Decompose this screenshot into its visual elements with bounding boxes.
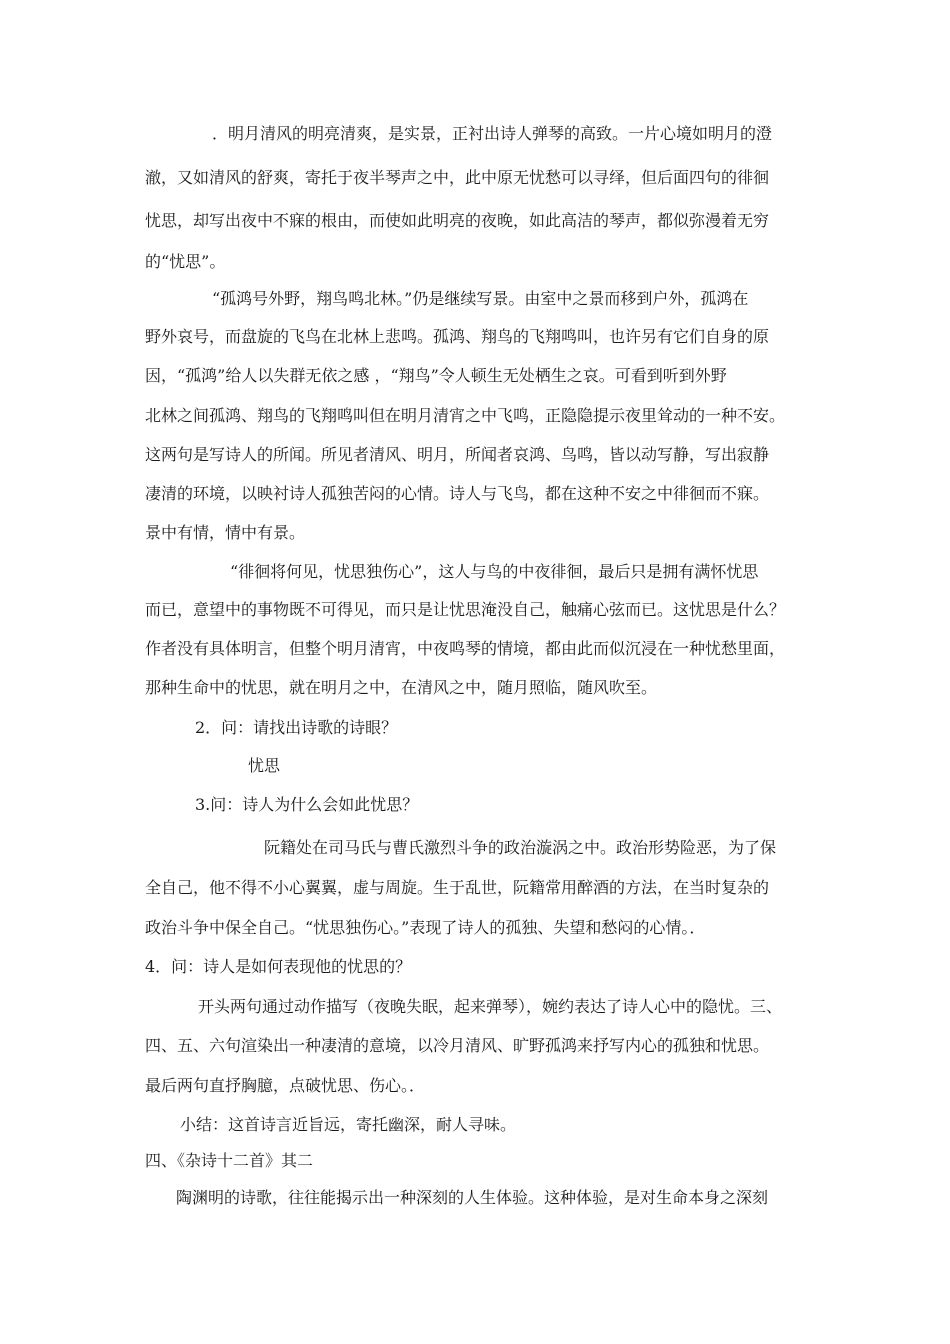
paragraph-line: 澈，又如清风的舒爽，寄托于夜半琴声之中，此中原无忧愁可以寻绎，但后面四句的徘徊 xyxy=(145,168,770,187)
paragraph-line: 凄清的环境，以映衬诗人孤独苦闷的心情。诗人与飞鸟，都在这种不安之中徘徊而不寐。 xyxy=(145,484,770,503)
paragraph-line: 野外哀号，而盘旋的飞鸟在北林上悲鸣。孤鸿、翔鸟的飞翔鸣叫，也许另有它们自身的原 xyxy=(145,327,770,346)
paragraph-line: 开头两句通过动作描写（夜晚失眠，起来弹琴），婉约表达了诗人心中的隐忧。三、 xyxy=(198,997,783,1016)
paragraph-line: 那种生命中的忧思，就在明月之中，在清风之中，随月照临，随风吹至。 xyxy=(145,678,658,697)
paragraph-line: 景中有情，情中有景。 xyxy=(145,523,306,542)
paragraph-line: 而已，意望中的事物既不可得见，而只是让忧思淹没自己，触痛心弦而已。这忧思是什么？ xyxy=(145,600,786,619)
paragraph-line: 因，“孤鸿”给人以失群无依之感 ，“翔鸟”令人顿生无处栖生之哀。可看到听到外野 xyxy=(145,366,727,385)
paragraph-line: 忧思，却写出夜中不寐的根由，而使如此明亮的夜晚，如此高洁的琴声，都似弥漫着无穷 xyxy=(145,211,770,230)
paragraph-line: 陶渊明的诗歌，往往能揭示出一种深刻的人生体验。这种体验，是对生命本身之深刻 xyxy=(176,1188,769,1207)
paragraph-line: 这两句是写诗人的所闻。所见者清风、明月，所闻者哀鸿、鸟鸣，皆以动写静，写出寂静 xyxy=(145,445,770,464)
question-line: 3.问：诗人为什么会如此忧思？ xyxy=(195,795,419,814)
paragraph-line: “孤鸿号外野，翔鸟鸣北林。”仍是继续写景。由室中之景而移到户外，孤鸿在 xyxy=(212,289,749,308)
section-heading: 四、《杂诗十二首》其二 xyxy=(145,1151,314,1170)
paragraph-line: 四、五、六句渲染出一种凄清的意境，以冷月清风、旷野孤鸿来抒写内心的孤独和忧思。 xyxy=(145,1036,770,1055)
paragraph-line: 北林之间孤鸿、翔鸟的飞翔鸣叫但在明月清宵之中飞鸣，正隐隐提示夜里耸动的一种不安。 xyxy=(145,406,786,425)
paragraph-line: 政治斗争中保全自己。“忧思独伤心。”表现了诗人的孤独、失望和愁闷的心情。． xyxy=(145,918,706,937)
paragraph-line: 阮籍处在司马氏与曹氏激烈斗争的政治漩涡之中。政治形势险恶，为了保 xyxy=(264,838,777,857)
paragraph-line: 最后两句直抒胸臆，点破忧思、伤心。． xyxy=(145,1076,426,1095)
summary-line: 小结：这首诗言近旨远，寄托幽深，耐人寻味。 xyxy=(180,1115,517,1134)
paragraph-line: 作者没有具体明言，但整个明月清宵，中夜鸣琴的情境，都由此而似沉浸在一种忧愁里面， xyxy=(145,639,786,658)
paragraph-line: “徘徊将何见，忧思独伤心”，这人与鸟的中夜徘徊，最后只是拥有满怀忧思 xyxy=(230,562,759,581)
paragraph-line: 的“忧思”。 xyxy=(145,252,226,271)
paragraph-line: ．明月清风的明亮清爽，是实景，正衬出诗人弹琴的高致。一片心境如明月的澄 xyxy=(212,124,773,143)
question-line: 2．问：请找出诗歌的诗眼？ xyxy=(195,718,398,737)
answer-line: 忧思 xyxy=(248,756,281,775)
question-line: 4．问：诗人是如何表现他的忧思的？ xyxy=(145,957,412,976)
paragraph-line: 全自己，他不得不小心翼翼，虚与周旋。生于乱世，阮籍常用醉酒的方法，在当时复杂的 xyxy=(145,878,770,897)
